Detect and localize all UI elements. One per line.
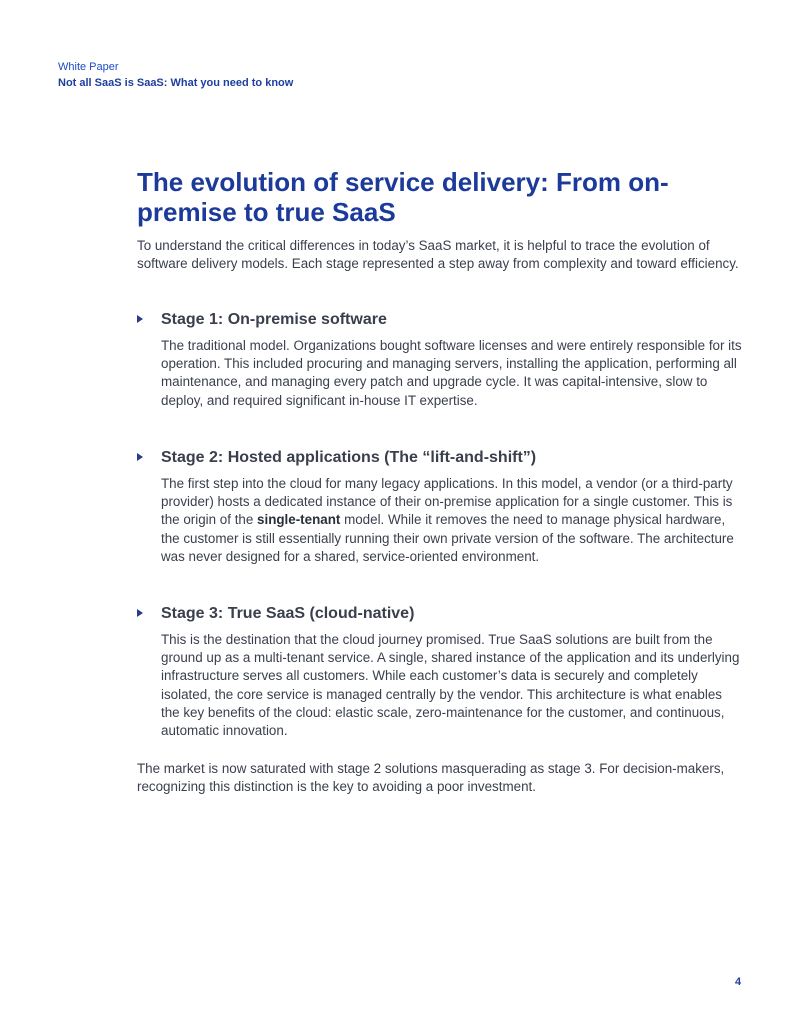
- document-header: [58, 59, 293, 91]
- stage-2-heading: [137, 448, 742, 470]
- triangle-right-icon: [137, 315, 143, 323]
- stage-2-section: [137, 448, 742, 566]
- triangle-right-icon: [137, 453, 143, 461]
- stage-2-body-emphasis: single-tenant: [257, 512, 341, 528]
- stage-3-title: Stage 3: True SaaS (cloud-native): [161, 605, 415, 622]
- stage-1-body: The traditional model. Organizations bought software licenses and were entirely responsible for its operation. This included procuring and managing servers, installing the application, performing all maintenance, and managing every patch and upgrade cycle. It was capital-intensive, slow to deploy, and required significant in-house IT expertise.: [161, 338, 742, 408]
- document-type-label: White Paper: [58, 61, 119, 73]
- stage-1-heading: [137, 310, 742, 332]
- closing-paragraph: The market is now saturated with stage 2 solutions masquerading as stage 3. For decision-makers, recognizing this distinction is the key to avoiding a poor investment.: [137, 761, 725, 794]
- stage-3-section: [137, 604, 742, 740]
- page-number: 4: [735, 976, 742, 988]
- stage-2-title: Stage 2: Hosted applications (The “lift-and-shift”): [161, 449, 537, 466]
- intro-paragraph: To understand the critical differences in today’s SaaS market, it is helpful to trace the evolution of software delivery models. Each stage represented a step away from complexity and toward efficiency.: [137, 238, 739, 271]
- stage-2-body: [161, 475, 742, 566]
- document-subtitle: Not all SaaS is SaaS: What you need to know: [58, 77, 294, 89]
- stage-3-heading: [137, 604, 742, 626]
- stage-1-title: Stage 1: On-premise software: [161, 311, 387, 328]
- stage-2-body-part-1: The first step into the cloud for many legacy applications. In this model, a vendor (or a third-party provider) hosts a dedicated instance of their on-premise application for a single customer. This is the origin of the: [161, 476, 733, 528]
- stage-2-body-part-2: model. While it removes the need to manage physical hardware, the customer is still essentially running their own private version of the software. The architecture was never designed for a shared, service-oriented environment.: [161, 512, 734, 564]
- triangle-right-icon: [137, 609, 143, 617]
- section-title: The evolution of service delivery: From on-premise to true SaaS: [137, 167, 669, 227]
- stage-3-body: This is the destination that the cloud journey promised. True SaaS solutions are built from the ground up as a multi-tenant service. A single, shared instance of the application and its underlying infrastructure serves all customers. While each customer’s data is securely and completely isolated, the core service is managed centrally by the vendor. This architecture is what enables the key benefits of the cloud: elastic scale, zero-maintenance for the customer, and continuous, automatic innovation.: [161, 632, 740, 739]
- stage-1-section: [137, 310, 742, 410]
